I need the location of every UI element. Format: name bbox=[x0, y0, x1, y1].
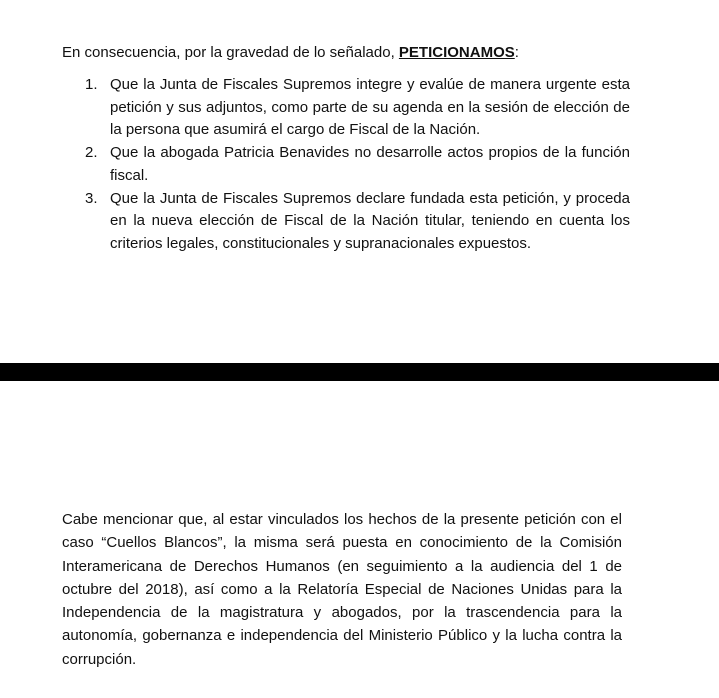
petition-item bbox=[0, 74, 630, 142]
page-break-divider bbox=[0, 363, 719, 381]
petition-number: 2. bbox=[85, 144, 98, 162]
petition-item bbox=[0, 142, 630, 187]
closing-paragraph: Cabe mencionar que, al estar vinculados los hechos de la presente petición con el caso “Cuellos Blancos”, la misma será puesta en conocimiento de la Comisión Interamericana de Derechos Humanos (en seguimiento a la audiencia del 1 de octubre del 2018), así como a la Relatoría Especial de Naciones Unidas para la Independencia de la magistratura y abogados, por la trascendencia para la autonomía, gobernanza e independencia del Ministerio Público y la lucha contra la corrupción. bbox=[62, 511, 622, 668]
petition-list bbox=[0, 74, 630, 256]
petition-text: Que la abogada Patricia Benavides no desarrolle actos propios de la función fiscal. bbox=[110, 144, 630, 184]
intro-prefix: En consecuencia, por la gravedad de lo señalado, bbox=[62, 44, 399, 61]
petition-number: 1. bbox=[85, 76, 98, 93]
petition-text: Que la Junta de Fiscales Supremos integre y evalúe de manera urgente esta petición y sus adjuntos, como parte de su agenda en la sesión de elección de la persona que asumirá el cargo de Fiscal de la Nación. bbox=[110, 76, 630, 139]
intro-emphasis: PETICIONAMOS bbox=[398, 44, 515, 61]
intro-suffix: : bbox=[514, 44, 519, 61]
intro-paragraph bbox=[62, 42, 519, 64]
petition-text: Que la Junta de Fiscales Supremos declare fundada esta petición, y proceda en la nueva elección de Fiscal de la Nación titular, teniendo en cuenta los criterios legales, constitucionales y supranacionales expuestos. bbox=[110, 189, 630, 252]
petition-item bbox=[0, 188, 630, 256]
petition-number: 3. bbox=[85, 189, 98, 207]
